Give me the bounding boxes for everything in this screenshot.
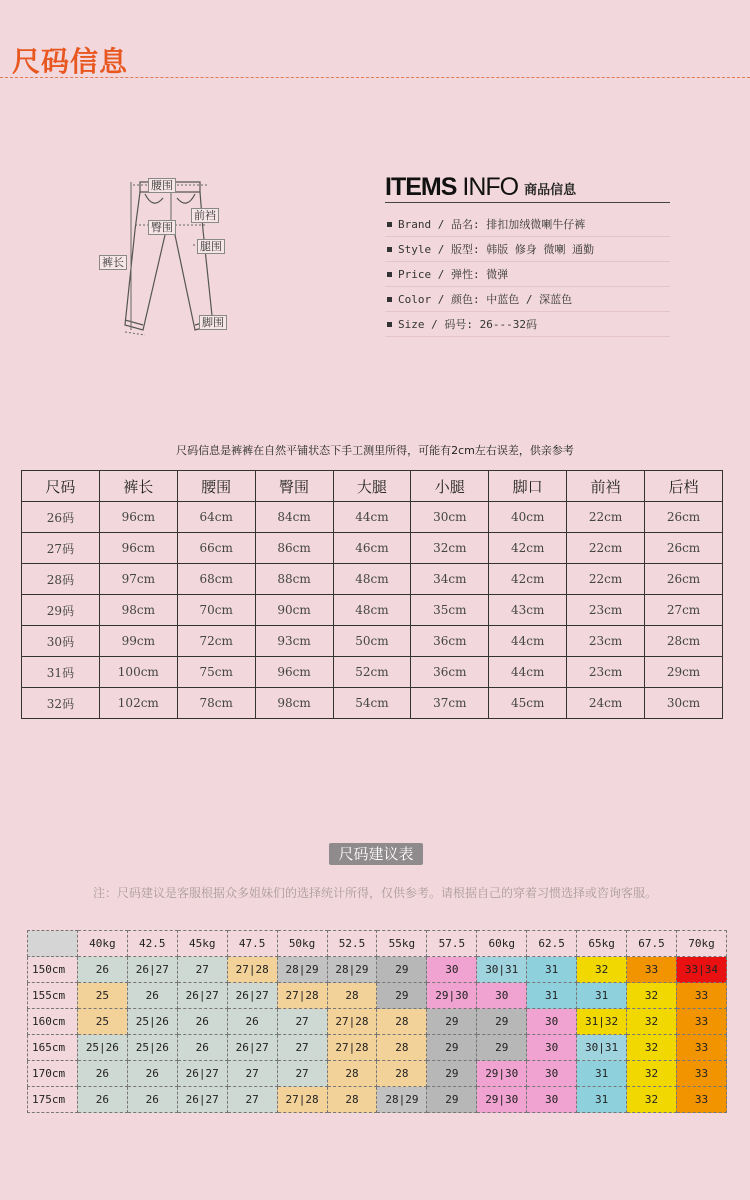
table-row: [22, 688, 723, 719]
square-bullet-icon: [387, 247, 392, 252]
weight-header: 47.5: [227, 931, 277, 957]
table-cell: 22cm: [567, 564, 645, 595]
rec-cell: 26: [77, 1087, 127, 1113]
items-info-row: Color / 颜色: 中蓝色 / 深蓝色: [385, 288, 670, 312]
items-info-list: [385, 213, 670, 337]
rec-cell: 30|31: [477, 957, 527, 983]
table-cell: 30码: [22, 626, 100, 657]
rec-cell: 33: [676, 1035, 726, 1061]
rec-cell: 28: [327, 1087, 377, 1113]
table-cell: 36cm: [411, 626, 489, 657]
table-row: [28, 957, 727, 983]
rec-cell: 26: [127, 983, 177, 1009]
table-cell: 45cm: [489, 688, 567, 719]
rec-cell: 26: [127, 1087, 177, 1113]
table-cell: 78cm: [177, 688, 255, 719]
rec-cell: 29: [427, 1035, 477, 1061]
waist-label: 腰围: [148, 178, 176, 193]
rec-cell: 25: [77, 1009, 127, 1035]
length-label: 裤长: [99, 255, 127, 270]
weight-header: 50kg: [277, 931, 327, 957]
rec-cell: 27: [227, 1087, 277, 1113]
rec-cell: 29|30: [477, 1087, 527, 1113]
rec-cell: 25|26: [127, 1009, 177, 1035]
table-row: [28, 983, 727, 1009]
rec-cell: 29: [427, 1087, 477, 1113]
rec-cell: 27|28: [327, 1009, 377, 1035]
table-row: [22, 533, 723, 564]
table-cell: 90cm: [255, 595, 333, 626]
table-cell: 68cm: [177, 564, 255, 595]
table-cell: 26cm: [645, 533, 723, 564]
rec-cell: 32: [627, 1035, 677, 1061]
weight-header: 52.5: [327, 931, 377, 957]
table-cell: 96cm: [255, 657, 333, 688]
table-cell: 29码: [22, 595, 100, 626]
table-cell: 23cm: [567, 595, 645, 626]
rec-note: 注：尺码建议是客服根据众多姐妹们的选择统计所得，仅供参考。请根据自己的穿着习惯选择或咨询客服。: [92, 886, 657, 900]
rec-cell: 29|30: [477, 1061, 527, 1087]
table-cell: 96cm: [99, 533, 177, 564]
table-cell: 98cm: [99, 595, 177, 626]
table-cell: 29cm: [645, 657, 723, 688]
table-cell: 30cm: [411, 502, 489, 533]
size-col-header: 脚口: [489, 471, 567, 502]
rec-cell: 30: [527, 1087, 577, 1113]
table-row: [28, 1035, 727, 1061]
size-table: [21, 470, 723, 719]
table-cell: 42cm: [489, 533, 567, 564]
rec-cell: 27|28: [277, 1087, 327, 1113]
table-cell: 72cm: [177, 626, 255, 657]
height-header: 170cm: [28, 1061, 78, 1087]
rec-table-header: [28, 931, 727, 957]
size-table-header: [22, 471, 723, 502]
rec-cell: 27: [277, 1035, 327, 1061]
table-cell: 70cm: [177, 595, 255, 626]
rec-cell: 33|34: [676, 957, 726, 983]
rec-cell: 30|31: [577, 1035, 627, 1061]
rec-title: 尺码建议表: [329, 843, 423, 865]
items-info-row: Size / 码号: 26---32码: [385, 313, 670, 337]
table-cell: 22cm: [567, 533, 645, 564]
rec-cell: 32: [627, 1009, 677, 1035]
square-bullet-icon: [387, 272, 392, 277]
height-header: 150cm: [28, 957, 78, 983]
table-cell: 26cm: [645, 564, 723, 595]
items-info-row: Price / 弹性: 微弹: [385, 263, 670, 287]
table-cell: 75cm: [177, 657, 255, 688]
weight-header: 62.5: [527, 931, 577, 957]
size-col-header: 裤长: [99, 471, 177, 502]
table-cell: 40cm: [489, 502, 567, 533]
hem-label: 脚围: [199, 315, 227, 330]
rec-cell: 26: [127, 1061, 177, 1087]
rec-cell: 30: [477, 983, 527, 1009]
table-cell: 64cm: [177, 502, 255, 533]
table-cell: 37cm: [411, 688, 489, 719]
page-title: 尺码信息: [12, 45, 129, 78]
pants-diagram: [95, 170, 245, 345]
weight-header: 45kg: [177, 931, 227, 957]
rec-cell: 31: [577, 1061, 627, 1087]
table-cell: 42cm: [489, 564, 567, 595]
height-header: 160cm: [28, 1009, 78, 1035]
table-cell: 36cm: [411, 657, 489, 688]
height-header: 175cm: [28, 1087, 78, 1113]
size-col-header: 尺码: [22, 471, 100, 502]
table-row: [22, 595, 723, 626]
table-cell: 31码: [22, 657, 100, 688]
rec-cell: 29: [427, 1061, 477, 1087]
table-cell: 99cm: [99, 626, 177, 657]
table-cell: 32cm: [411, 533, 489, 564]
rec-cell: 28|29: [277, 957, 327, 983]
rec-cell: 26: [77, 957, 127, 983]
rec-cell: 28|29: [327, 957, 377, 983]
weight-header: 57.5: [427, 931, 477, 957]
table-cell: 22cm: [567, 502, 645, 533]
weight-header: 65kg: [577, 931, 627, 957]
table-row: [28, 1087, 727, 1113]
table-cell: 46cm: [333, 533, 411, 564]
table-cell: 50cm: [333, 626, 411, 657]
page-header: [0, 0, 750, 80]
table-cell: 26cm: [645, 502, 723, 533]
hip-label: 臀围: [148, 220, 176, 235]
table-cell: 23cm: [567, 626, 645, 657]
table-cell: 26码: [22, 502, 100, 533]
items-title-thin: INFO: [462, 173, 519, 201]
rec-cell: 26|27: [177, 1087, 227, 1113]
table-cell: 84cm: [255, 502, 333, 533]
size-col-header: 大腿: [333, 471, 411, 502]
rec-cell: 33: [627, 957, 677, 983]
size-note: 尺码信息是裤裤在自然平铺状态下手工测里所得，可能有2cm左右误差，供亲参考: [176, 444, 574, 457]
rec-cell: 29: [477, 1009, 527, 1035]
table-cell: 48cm: [333, 564, 411, 595]
weight-header: 40kg: [77, 931, 127, 957]
rec-cell: 29: [377, 957, 427, 983]
table-row: [28, 1061, 727, 1087]
rec-cell: 27: [227, 1061, 277, 1087]
table-cell: 93cm: [255, 626, 333, 657]
table-row: [22, 657, 723, 688]
weight-header: 67.5: [627, 931, 677, 957]
rec-cell: 26: [177, 1009, 227, 1035]
rec-cell: 27|28: [277, 983, 327, 1009]
table-cell: 100cm: [99, 657, 177, 688]
rec-cell: 33: [676, 1087, 726, 1113]
rec-cell: 27|28: [327, 1035, 377, 1061]
size-col-header: 腰围: [177, 471, 255, 502]
items-title-bold: ITEMS: [385, 173, 457, 201]
table-cell: 28cm: [645, 626, 723, 657]
rec-cell: 27|28: [227, 957, 277, 983]
size-col-header: 后档: [645, 471, 723, 502]
table-cell: 27码: [22, 533, 100, 564]
rec-cell: 31: [577, 1087, 627, 1113]
rec-cell: 31: [527, 983, 577, 1009]
rec-cell: 30: [527, 1035, 577, 1061]
weight-header: 55kg: [377, 931, 427, 957]
rec-cell: 25: [77, 983, 127, 1009]
rec-cell: 29: [477, 1035, 527, 1061]
rec-cell: 26|27: [177, 1061, 227, 1087]
rec-corner-cell: [28, 931, 78, 957]
rec-cell: 28: [377, 1061, 427, 1087]
rec-cell: 28: [377, 1009, 427, 1035]
rec-cell: 32: [627, 1061, 677, 1087]
square-bullet-icon: [387, 222, 392, 227]
rec-cell: 33: [676, 983, 726, 1009]
square-bullet-icon: [387, 297, 392, 302]
table-cell: 34cm: [411, 564, 489, 595]
weight-header: 42.5: [127, 931, 177, 957]
table-cell: 48cm: [333, 595, 411, 626]
rec-cell: 28: [327, 983, 377, 1009]
table-cell: 23cm: [567, 657, 645, 688]
height-header: 155cm: [28, 983, 78, 1009]
table-cell: 43cm: [489, 595, 567, 626]
table-cell: 97cm: [99, 564, 177, 595]
rec-cell: 26|27: [227, 1035, 277, 1061]
table-row: [28, 1009, 727, 1035]
table-cell: 54cm: [333, 688, 411, 719]
table-cell: 35cm: [411, 595, 489, 626]
rec-cell: 31: [527, 957, 577, 983]
rec-cell: 29: [427, 1009, 477, 1035]
rec-cell: 30: [527, 1061, 577, 1087]
size-recommendation-table: [27, 930, 727, 1113]
rec-cell: 27: [277, 1009, 327, 1035]
items-info-row: Brand / 品名: 排扣加绒微喇牛仔裤: [385, 213, 670, 237]
header-divider: [0, 77, 750, 78]
table-cell: 88cm: [255, 564, 333, 595]
rec-cell: 25|26: [127, 1035, 177, 1061]
rec-cell: 33: [676, 1009, 726, 1035]
table-cell: 98cm: [255, 688, 333, 719]
items-info: [385, 168, 670, 338]
rec-cell: 28|29: [377, 1087, 427, 1113]
table-cell: 52cm: [333, 657, 411, 688]
table-cell: 27cm: [645, 595, 723, 626]
table-cell: 32码: [22, 688, 100, 719]
square-bullet-icon: [387, 322, 392, 327]
size-col-header: 前裆: [567, 471, 645, 502]
rec-cell: 29: [377, 983, 427, 1009]
rec-cell: 31|32: [577, 1009, 627, 1035]
rec-cell: 27: [277, 1061, 327, 1087]
rec-cell: 26: [177, 1035, 227, 1061]
rec-cell: 28: [327, 1061, 377, 1087]
table-row: [22, 564, 723, 595]
table-cell: 44cm: [489, 626, 567, 657]
items-info-title: [385, 168, 670, 203]
rec-cell: 25|26: [77, 1035, 127, 1061]
items-title-cn: 商品信息: [524, 183, 577, 198]
front-rise-label: 前裆: [191, 208, 219, 223]
table-row: [22, 502, 723, 533]
rec-cell: 32: [577, 957, 627, 983]
height-header: 165cm: [28, 1035, 78, 1061]
rec-cell: 33: [676, 1061, 726, 1087]
table-row: [22, 626, 723, 657]
thigh-label: 腿围: [197, 239, 225, 254]
table-cell: 102cm: [99, 688, 177, 719]
rec-cell: 30: [427, 957, 477, 983]
rec-cell: 32: [627, 983, 677, 1009]
table-cell: 86cm: [255, 533, 333, 564]
table-cell: 28码: [22, 564, 100, 595]
table-cell: 24cm: [567, 688, 645, 719]
table-cell: 96cm: [99, 502, 177, 533]
rec-cell: 28: [377, 1035, 427, 1061]
rec-cell: 29|30: [427, 983, 477, 1009]
rec-cell: 26: [227, 1009, 277, 1035]
rec-cell: 26|27: [227, 983, 277, 1009]
items-info-row: Style / 版型: 韩版 修身 微喇 通勤: [385, 238, 670, 262]
size-col-header: 臀围: [255, 471, 333, 502]
weight-header: 70kg: [676, 931, 726, 957]
table-cell: 66cm: [177, 533, 255, 564]
rec-cell: 27: [177, 957, 227, 983]
table-cell: 44cm: [333, 502, 411, 533]
rec-cell: 26|27: [177, 983, 227, 1009]
rec-cell: 26: [77, 1061, 127, 1087]
rec-cell: 30: [527, 1009, 577, 1035]
rec-cell: 32: [627, 1087, 677, 1113]
table-cell: 44cm: [489, 657, 567, 688]
rec-cell: 26|27: [127, 957, 177, 983]
rec-cell: 31: [577, 983, 627, 1009]
size-col-header: 小腿: [411, 471, 489, 502]
table-cell: 30cm: [645, 688, 723, 719]
weight-header: 60kg: [477, 931, 527, 957]
